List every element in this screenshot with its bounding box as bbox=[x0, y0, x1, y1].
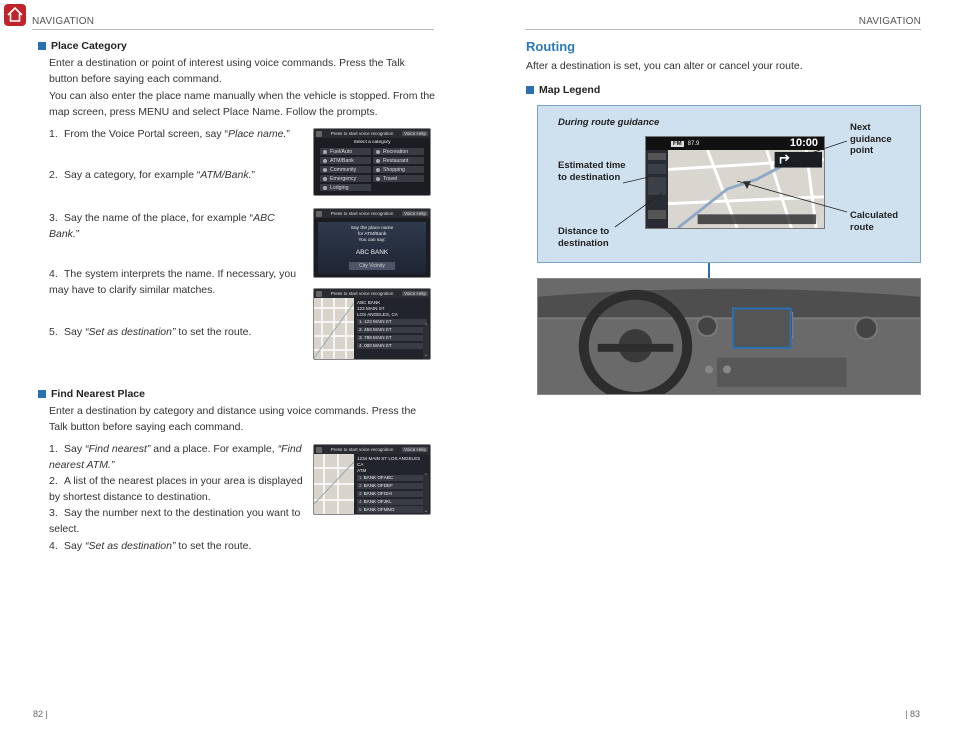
during-route-guidance-label: During route guidance bbox=[558, 117, 660, 128]
scroll-arrows-icon: ⌃ ⌄ bbox=[423, 473, 429, 515]
header-rule-right bbox=[525, 29, 921, 30]
scroll-arrows-icon: ⌃ ⌄ bbox=[423, 323, 429, 359]
category-emergency: Emergency bbox=[320, 175, 371, 182]
fn-step-3: 3. Say the number next to the destination you want to select. bbox=[49, 507, 301, 535]
section-marker-icon bbox=[38, 42, 46, 50]
category-fuel: Fuel/Auto bbox=[320, 148, 371, 155]
category-screen: Press to start voice recognition Voice Help Select a category Fuel/Auto Recreation ATM/Bank Restaurant Community Shopping Emergency Travel Lodging bbox=[313, 128, 431, 196]
pc-step-4: 4. The system interprets the name. If necessary, you may have to clarify similar matches. bbox=[49, 268, 297, 296]
list-item: 3. 789 MAIN ST bbox=[357, 335, 427, 341]
back-icon bbox=[316, 291, 322, 297]
category-travel: Travel bbox=[373, 175, 424, 182]
back-icon bbox=[316, 211, 322, 217]
fn-step-4: 4. Say “Set as destination” to set the route. bbox=[49, 540, 252, 552]
list-item: 4 BANK OF JKL bbox=[357, 499, 427, 505]
category-community: Community bbox=[320, 166, 371, 173]
fn-step-1: 1. Say “Find nearest” and a place. For example, “Find nearest ATM.” bbox=[49, 443, 302, 471]
say-name-screen: Press to start voice recognition Voice Help Say the place name for ATM/Bank You can say: ABC BANK City Vicinity bbox=[313, 208, 431, 278]
next-guidance-point-label: Next guidance point bbox=[850, 122, 892, 156]
category-shopping: Shopping bbox=[373, 166, 424, 173]
section-marker-icon bbox=[526, 86, 534, 94]
clock: 10:00 bbox=[789, 137, 818, 149]
mini-map bbox=[314, 454, 354, 515]
place-category-heading: Place Category bbox=[38, 40, 127, 52]
list-item: 1. 123 MAIN ST bbox=[357, 319, 427, 325]
back-icon bbox=[316, 131, 322, 137]
category-restaurant: Restaurant bbox=[373, 157, 424, 164]
eta-label: Estimated time to destination bbox=[558, 160, 626, 183]
place-category-manual: You can also enter the place name manually when the vehicle is stopped. From the map screen, press MENU and select Place Name. Follow the prompts. bbox=[49, 90, 436, 118]
list-item: 2 BANK OF DEF bbox=[357, 483, 427, 489]
list-item: 2. 456 MAIN ST bbox=[357, 327, 427, 333]
list-item: 4. 000 MAIN ST bbox=[357, 343, 427, 349]
routing-title: Routing bbox=[526, 39, 576, 54]
pc-step-5: 5. Say “Set as destination” to set the route. bbox=[49, 326, 252, 338]
list-item: 1 BANK OF ABC bbox=[357, 475, 427, 481]
page-number-right: | 83 bbox=[905, 709, 920, 719]
routing-subtitle: After a destination is set, you can alter or cancel your route. bbox=[526, 60, 803, 72]
page-header-right: NAVIGATION bbox=[858, 16, 921, 27]
calculated-route-label: Calculated route bbox=[850, 210, 899, 233]
category-recreation: Recreation bbox=[373, 148, 424, 155]
route-guidance-screen: FM 87.9 10:00 bbox=[645, 136, 825, 229]
page-header-left: NAVIGATION bbox=[32, 16, 95, 27]
mini-map bbox=[314, 298, 354, 360]
find-nearest-intro: Enter a destination by category and distance using voice commands. Press the Talk button before saying each command. bbox=[49, 405, 417, 433]
find-nearest-heading: Find Nearest Place bbox=[38, 388, 145, 400]
category-atm: ATM/Bank bbox=[320, 157, 371, 164]
list-item: 5 BANK OF MNO bbox=[357, 506, 427, 512]
distance-label: Distance to destination bbox=[558, 226, 610, 249]
list-item: 3 BANK OF GHI bbox=[357, 491, 427, 497]
home-icon[interactable] bbox=[4, 4, 26, 26]
pc-step-3: 3. Say the name of the place, for example “ABC Bank.” bbox=[49, 212, 275, 240]
map-legend-heading: Map Legend bbox=[526, 84, 600, 96]
dashboard-image bbox=[537, 278, 921, 395]
page-number-left: 82 | bbox=[33, 709, 48, 719]
category-lodging: Lodging bbox=[320, 184, 371, 191]
section-marker-icon bbox=[38, 390, 46, 398]
nearest-screen: Press to start voice recognition Voice Help 1234 MAIN ST LOS ANGELES CA ATM 1 BANK OF ABC 2 BANK OF DEF 3 BANK OF GHI 4 BANK OF JKL 5 BANK OF MNO ⌃ ⌄ bbox=[313, 444, 431, 515]
fn-step-2: 2. A list of the nearest places in your area is displayed by shortest distance to destination. bbox=[49, 475, 303, 503]
back-icon bbox=[316, 447, 322, 453]
header-rule-left bbox=[32, 29, 434, 30]
matches-screen: Press to start voice recognition Voice Help ABC BANK 123 MAIN ST LOS ANGELES, CA 1. 123 MAIN ST 2. 456 MAIN ST 3. 789 MAIN ST 4. 000 MAIN ST ⌃ ⌄ bbox=[313, 288, 431, 360]
pc-step-2: 2. Say a category, for example “ATM/Bank.” bbox=[49, 169, 256, 181]
pc-step-1: 1. From the Voice Portal screen, say “Place name.” bbox=[49, 128, 290, 140]
place-category-intro: Enter a destination or point of interest using voice commands. Press the Talk button before saying each command. bbox=[49, 57, 405, 85]
